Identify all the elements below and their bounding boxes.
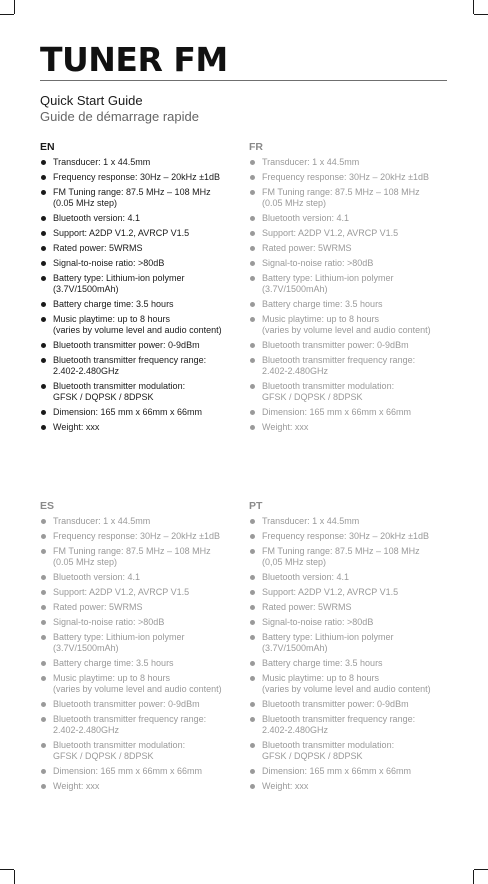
- spec-item: [40, 546, 250, 568]
- spec-item: [40, 407, 250, 418]
- spec-item: [40, 340, 250, 351]
- bullet-icon: [250, 261, 255, 266]
- spec-item-text: Frequency response: 30Hz – 20kHz ±1dB: [262, 172, 430, 182]
- spec-item: [249, 572, 459, 583]
- spec-item-text: Transducer: 1 x 44.5mm: [53, 157, 151, 167]
- bullet-icon: [41, 343, 46, 348]
- spec-item: [40, 228, 250, 239]
- bullet-icon: [41, 635, 46, 640]
- spec-item: [40, 273, 250, 295]
- section-heading-fr: FR: [249, 141, 263, 153]
- spec-item-text: Rated power: 5WRMS: [53, 243, 143, 253]
- bullet-icon: [250, 384, 255, 389]
- spec-item-text: Support: A2DP V1.2, AVRCP V1.5: [53, 228, 190, 238]
- bullet-icon: [41, 784, 46, 789]
- spec-item-text: Support: A2DP V1.2, AVRCP V1.5: [53, 587, 190, 597]
- bullet-icon: [250, 534, 255, 539]
- bullet-icon: [250, 246, 255, 251]
- crop-mark-bottom-right-horizontal: [474, 869, 488, 870]
- spec-item-text: FM Tuning range: 87.5 MHz – 108 MHz (0,05 MHz step): [262, 546, 420, 567]
- spec-item: [249, 766, 459, 777]
- bullet-icon: [250, 620, 255, 625]
- spec-item-text: Weight: xxx: [53, 781, 100, 791]
- spec-item: [40, 258, 250, 269]
- spec-item: [40, 531, 250, 542]
- crop-mark-bottom-right-vertical: [473, 870, 474, 884]
- spec-item-text: Battery type: Lithium-ion polymer (3.7V/1500mAh): [53, 632, 185, 653]
- spec-item-text: Music playtime: up to 8 hours (varies by volume level and audio content): [53, 673, 222, 694]
- spec-item-text: Frequency response: 30Hz – 20kHz ±1dB: [262, 531, 430, 541]
- spec-item-text: Dimension: 165 mm x 66mm x 66mm: [53, 766, 203, 776]
- title-divider: [40, 80, 447, 81]
- spec-item: [40, 673, 250, 695]
- spec-item: [249, 617, 459, 628]
- spec-item: [249, 228, 459, 239]
- spec-item-text: Bluetooth transmitter power: 0-9dBm: [262, 699, 409, 709]
- bullet-icon: [250, 549, 255, 554]
- subtitle-french: Guide de démarrage rapide: [40, 109, 199, 124]
- spec-item: [40, 740, 250, 762]
- bullet-icon: [41, 769, 46, 774]
- bullet-icon: [41, 661, 46, 666]
- spec-item-text: Bluetooth transmitter modulation: GFSK / DQPSK / 8DPSK: [262, 381, 395, 402]
- bullet-icon: [41, 231, 46, 236]
- spec-item-text: Support: A2DP V1.2, AVRCP V1.5: [262, 587, 399, 597]
- bullet-icon: [41, 246, 46, 251]
- spec-item-text: Dimension: 165 mm x 66mm x 66mm: [262, 407, 412, 417]
- spec-item-text: Bluetooth version: 4.1: [53, 572, 141, 582]
- crop-mark-bottom-left-horizontal: [0, 869, 14, 870]
- spec-item-text: Bluetooth version: 4.1: [53, 213, 141, 223]
- spec-item: [249, 531, 459, 542]
- section-pt: [249, 500, 459, 796]
- bullet-icon: [41, 534, 46, 539]
- bullet-icon: [250, 769, 255, 774]
- spec-item-text: Battery charge time: 3.5 hours: [262, 299, 383, 309]
- crop-mark-top-right-vertical: [473, 0, 474, 14]
- spec-item: [40, 699, 250, 710]
- spec-item-text: Bluetooth transmitter modulation: GFSK / DQPSK / 8DPSK: [262, 740, 395, 761]
- bullet-icon: [250, 410, 255, 415]
- spec-item-text: Music playtime: up to 8 hours (varies by volume level and audio content): [262, 314, 431, 335]
- spec-item-text: Rated power: 5WRMS: [262, 243, 352, 253]
- bullet-icon: [250, 343, 255, 348]
- spec-item-text: FM Tuning range: 87.5 MHz – 108 MHz (0.05 MHz step): [262, 187, 420, 208]
- bullet-icon: [41, 175, 46, 180]
- spec-item: [249, 546, 459, 568]
- spec-item-text: Battery type: Lithium-ion polymer (3.7V/1500mAh): [262, 632, 394, 653]
- spec-item: [40, 187, 250, 209]
- bullet-icon: [250, 661, 255, 666]
- spec-item-text: Transducer: 1 x 44.5mm: [262, 516, 360, 526]
- bullet-icon: [41, 549, 46, 554]
- spec-item-text: Frequency response: 30Hz – 20kHz ±1dB: [53, 531, 221, 541]
- spec-item-text: Weight: xxx: [262, 422, 309, 432]
- bullet-icon: [250, 676, 255, 681]
- bullet-icon: [41, 620, 46, 625]
- bullet-icon: [41, 676, 46, 681]
- spec-item: [40, 243, 250, 254]
- bullet-icon: [41, 702, 46, 707]
- document-title: TUNER FM: [40, 40, 228, 79]
- spec-item-text: Bluetooth transmitter frequency range: 2.402-2.480GHz: [53, 714, 207, 735]
- spec-item-text: Bluetooth version: 4.1: [262, 572, 350, 582]
- bullet-icon: [250, 519, 255, 524]
- section-heading-es: ES: [40, 500, 55, 512]
- spec-item-text: Signal-to-noise ratio: >80dB: [53, 617, 165, 627]
- bullet-icon: [41, 410, 46, 415]
- spec-item: [40, 355, 250, 377]
- spec-item: [40, 602, 250, 613]
- spec-item: [249, 714, 459, 736]
- bullet-icon: [250, 590, 255, 595]
- spec-item-text: Bluetooth transmitter modulation: GFSK / DQPSK / 8DPSK: [53, 381, 186, 402]
- spec-item-text: Rated power: 5WRMS: [53, 602, 143, 612]
- spec-item: [40, 781, 250, 792]
- spec-item-text: FM Tuning range: 87.5 MHz – 108 MHz (0.05 MHz step): [53, 546, 211, 567]
- spec-item: [249, 632, 459, 654]
- bullet-icon: [250, 784, 255, 789]
- bullet-icon: [250, 717, 255, 722]
- spec-item: [249, 172, 459, 183]
- bullet-icon: [41, 384, 46, 389]
- spec-item-text: Transducer: 1 x 44.5mm: [262, 157, 360, 167]
- spec-item: [249, 422, 459, 433]
- crop-mark-top-left-horizontal: [0, 14, 14, 15]
- crop-mark-top-left-vertical: [14, 0, 15, 14]
- spec-item-text: Weight: xxx: [53, 422, 100, 432]
- bullet-icon: [250, 231, 255, 236]
- spec-item: [249, 602, 459, 613]
- spec-item: [40, 587, 250, 598]
- spec-item: [249, 314, 459, 336]
- spec-item-text: Dimension: 165 mm x 66mm x 66mm: [262, 766, 412, 776]
- spec-item: [40, 314, 250, 336]
- spec-item: [249, 658, 459, 669]
- spec-list-fr: [249, 157, 459, 433]
- bullet-icon: [250, 605, 255, 610]
- spec-item: [40, 658, 250, 669]
- spec-item: [40, 157, 250, 168]
- spec-item-text: Signal-to-noise ratio: >80dB: [262, 617, 374, 627]
- spec-item-text: Battery charge time: 3.5 hours: [53, 299, 174, 309]
- bullet-icon: [41, 317, 46, 322]
- spec-item: [249, 273, 459, 295]
- bullet-icon: [250, 358, 255, 363]
- spec-item: [40, 299, 250, 310]
- spec-item: [249, 299, 459, 310]
- bullet-icon: [250, 575, 255, 580]
- spec-item-text: Support: A2DP V1.2, AVRCP V1.5: [262, 228, 399, 238]
- spec-item: [249, 673, 459, 695]
- subtitle-english: Quick Start Guide: [40, 93, 143, 108]
- bullet-icon: [41, 160, 46, 165]
- spec-item-text: Signal-to-noise ratio: >80dB: [53, 258, 165, 268]
- section-heading-en: EN: [40, 141, 55, 153]
- spec-item-text: Bluetooth transmitter frequency range: 2.402-2.480GHz: [262, 355, 416, 376]
- spec-list-en: [40, 157, 250, 433]
- section-fr: [249, 141, 459, 437]
- spec-item: [249, 213, 459, 224]
- bullet-icon: [41, 605, 46, 610]
- bullet-icon: [41, 358, 46, 363]
- section-en: [40, 141, 250, 437]
- bullet-icon: [250, 276, 255, 281]
- spec-item: [249, 340, 459, 351]
- bullet-icon: [250, 425, 255, 430]
- spec-item-text: Music playtime: up to 8 hours (varies by volume level and audio content): [53, 314, 222, 335]
- bullet-icon: [41, 425, 46, 430]
- spec-item-text: Dimension: 165 mm x 66mm x 66mm: [53, 407, 203, 417]
- section-heading-pt: PT: [249, 500, 263, 512]
- bullet-icon: [41, 590, 46, 595]
- spec-item: [249, 407, 459, 418]
- spec-item: [40, 617, 250, 628]
- spec-item-text: Bluetooth transmitter frequency range: 2.402-2.480GHz: [262, 714, 416, 735]
- spec-item: [249, 740, 459, 762]
- spec-item: [40, 422, 250, 433]
- bullet-icon: [41, 261, 46, 266]
- spec-item-text: Battery type: Lithium-ion polymer (3.7V/1500mAh): [53, 273, 185, 294]
- spec-item: [249, 157, 459, 168]
- spec-item: [249, 781, 459, 792]
- spec-item-text: Bluetooth transmitter power: 0-9dBm: [262, 340, 409, 350]
- spec-item: [249, 243, 459, 254]
- spec-item-text: Battery charge time: 3.5 hours: [53, 658, 174, 668]
- spec-list-pt: [249, 516, 459, 792]
- spec-item: [249, 258, 459, 269]
- spec-item: [40, 714, 250, 736]
- spec-item-text: Battery type: Lithium-ion polymer (3.7V/1500mAh): [262, 273, 394, 294]
- crop-mark-bottom-left-vertical: [14, 870, 15, 884]
- spec-item: [249, 187, 459, 209]
- spec-item: [40, 766, 250, 777]
- spec-item-text: Bluetooth version: 4.1: [262, 213, 350, 223]
- section-es: [40, 500, 250, 796]
- spec-item: [40, 381, 250, 403]
- spec-item: [249, 355, 459, 377]
- spec-item-text: Battery charge time: 3.5 hours: [262, 658, 383, 668]
- spec-item-text: Bluetooth transmitter modulation: GFSK / DQPSK / 8DPSK: [53, 740, 186, 761]
- bullet-icon: [250, 175, 255, 180]
- bullet-icon: [250, 743, 255, 748]
- spec-item: [249, 587, 459, 598]
- bullet-icon: [250, 317, 255, 322]
- spec-item-text: Rated power: 5WRMS: [262, 602, 352, 612]
- spec-item: [40, 572, 250, 583]
- bullet-icon: [41, 575, 46, 580]
- spec-item: [40, 172, 250, 183]
- crop-mark-top-right-horizontal: [474, 14, 488, 15]
- spec-list-es: [40, 516, 250, 792]
- spec-item-text: Music playtime: up to 8 hours (varies by volume level and audio content): [262, 673, 431, 694]
- spec-item: [249, 699, 459, 710]
- bullet-icon: [41, 216, 46, 221]
- spec-item: [40, 213, 250, 224]
- spec-item: [40, 516, 250, 527]
- spec-item-text: FM Tuning range: 87.5 MHz – 108 MHz (0.05 MHz step): [53, 187, 211, 208]
- spec-item: [40, 632, 250, 654]
- bullet-icon: [250, 160, 255, 165]
- spec-item: [249, 381, 459, 403]
- bullet-icon: [250, 635, 255, 640]
- bullet-icon: [250, 216, 255, 221]
- spec-item-text: Transducer: 1 x 44.5mm: [53, 516, 151, 526]
- spec-item-text: Bluetooth transmitter frequency range: 2.402-2.480GHz: [53, 355, 207, 376]
- bullet-icon: [41, 190, 46, 195]
- spec-item: [249, 516, 459, 527]
- bullet-icon: [41, 743, 46, 748]
- bullet-icon: [41, 717, 46, 722]
- spec-item-text: Signal-to-noise ratio: >80dB: [262, 258, 374, 268]
- bullet-icon: [250, 302, 255, 307]
- spec-item-text: Bluetooth transmitter power: 0-9dBm: [53, 340, 200, 350]
- spec-item-text: Weight: xxx: [262, 781, 309, 791]
- bullet-icon: [41, 276, 46, 281]
- bullet-icon: [41, 302, 46, 307]
- spec-item-text: Frequency response: 30Hz – 20kHz ±1dB: [53, 172, 221, 182]
- bullet-icon: [250, 702, 255, 707]
- bullet-icon: [41, 519, 46, 524]
- spec-item-text: Bluetooth transmitter power: 0-9dBm: [53, 699, 200, 709]
- bullet-icon: [250, 190, 255, 195]
